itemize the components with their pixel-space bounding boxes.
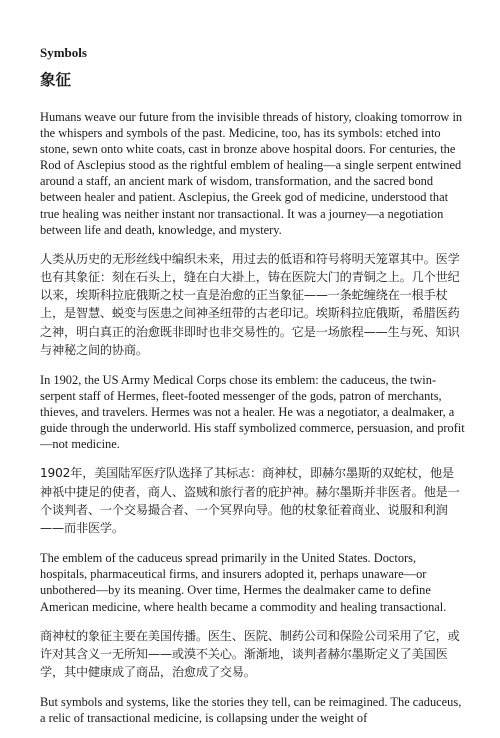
paragraph-zh-3: 商神杖的象征主要在美国传播。医生、医院、制药公司和保险公司采用了它，或许对其含义一无所知——或漠不关心。渐渐地，谈判者赫尔墨斯定义了美国医学，其中健康成了商品，治愈成了交易。 — [40, 628, 460, 680]
document-page — [40, 44, 465, 738]
paragraph-en-1: Humans weave our future from the invisible threads of history, cloaking tomorrow in the whispers and symbols of the past. Medicine, too, has its symbols: etched into stone, sewn onto white coats, cast in bronze above hospital doors. For centuries, the Rod of Asclepius stood as the rightful emblem of healing—a single serpent entwined around a staff, an ancient mark of wisdom, transformation, and the sacred bond between healer and patient. Asclepius, the Greek god of medicine, understood that true healing was neither instant nor transactional. It was a journey—a negotiation between life and death, knowledge, and mystery. — [40, 110, 463, 237]
section-heading-en: Symbols — [40, 45, 87, 60]
paragraph-en-2: In 1902, the US Army Medical Corps chose its emblem: the caduceus, the twin-serpent staff of Hermes, fleet-footed messenger of the gods, patron of merchants, thieves, and travelers. Hermes was not a healer. He was a negotiator, a dealmaker, a guide through the underworld. His staff symbolized commerce, persuasion, and profit—not medicine. — [40, 372, 465, 452]
section-heading-zh: 象征 — [40, 71, 72, 89]
paragraph-en-4: But symbols and systems, like the stories they tell, can be reimagined. The caduceus, a relic of transactional medicine, is collapsing under the weight of — [40, 695, 462, 726]
paragraph-zh-2: 1902年，美国陆军医疗队选择了其标志：商神杖，即赫尔墨斯的双蛇杖，他是神祇中捷足的使者，商人、盗贼和旅行者的庇护神。赫尔墨斯并非医者。他是一个谈判者、一个交易撮合者、一个冥界向导。他的杖象征着商业、说服和利润——而非医学。 — [40, 466, 460, 536]
paragraph-zh-1: 人类从历史的无形丝线中编织未来，用过去的低语和符号将明天笼罩其中。医学也有其象征：刻在石头上，缝在白大褂上，铸在医院大门的青铜之上。几个世纪以来，埃斯科拉庇俄斯之杖一直是治愈的正当象征——一条蛇缠绕在一根手杖上，是智慧、蜕变与医患之间神圣纽带的古老印记。埃斯科拉庇俄斯，希腊医药之神，明白真正的治愈既非即时也非交易性的。它是一场旅程——生与死、知识与神秘之间的协商。 — [40, 251, 460, 357]
paragraph-en-3: The emblem of the caduceus spread primarily in the United States. Doctors, hospitals, pharmaceutical firms, and insurers adopted it, perhaps unaware—or unbothered—by its meaning. Over time, Hermes the dealmaker came to define American medicine, where health became a commodity and healing transactional. — [40, 551, 447, 614]
